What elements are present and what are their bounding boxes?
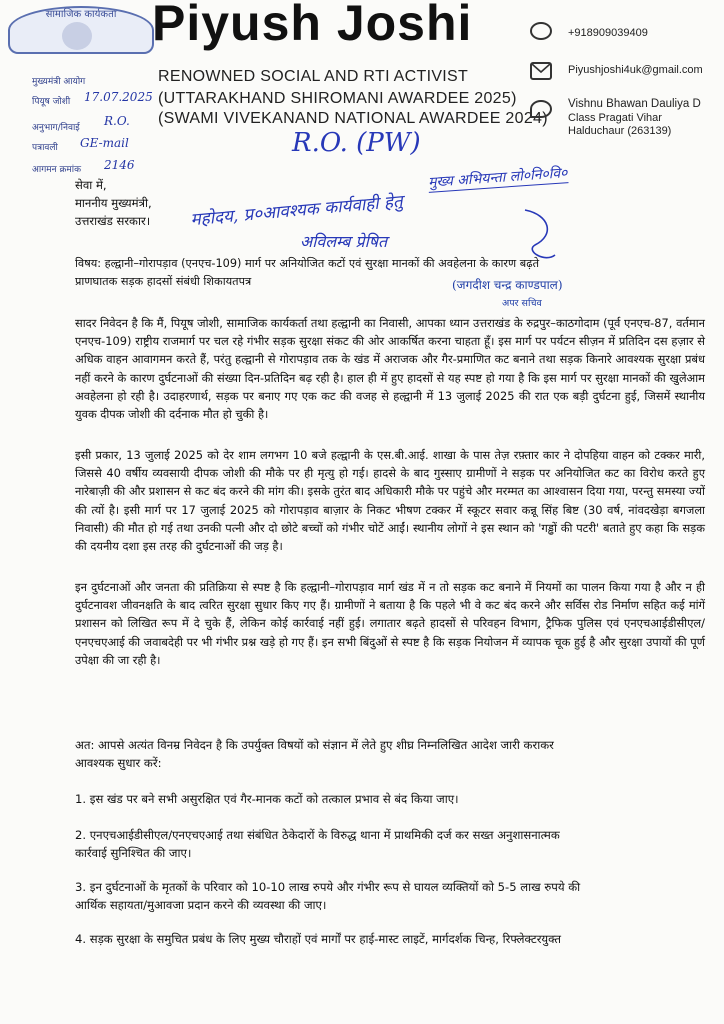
letterhead-name: Piyush Joshi [152,0,473,51]
demand-item-3-line-2: आर्थिक सहायता/मुआवजा प्रदान करने की व्यवस्था की जाए। [75,898,327,912]
envelope-flap [532,64,550,78]
salutation-govt: उत्तराखंड सरकार। [75,214,151,228]
address-line-1: Vishnu Bhawan Dauliya D [568,98,701,110]
tagline-shiromani: (UTTARAKHAND SHIROMANI AWARDEE 2025) [158,90,517,107]
demand-item-4: 4. सड़क सुरक्षा के समुचित प्रबंध के लिए मुख्य चौराहों एवं मार्गों पर हाई-मास्ट लाइटें, मार्गदर्शक चिन्ह, रिफ्लेक्टरयुक्त [75,932,561,946]
handwritten-ro: R.O. (PW) [292,128,421,158]
seal-portrait [62,22,92,50]
stamp-section-label: अनुभाग/निवाई [32,123,80,133]
paragraph-1: सादर निवेदन है कि मैं, पियूष जोशी, सामाजिक कार्यकर्ता तथा हल्द्वानी का निवासी, आपका ध्यान उत्तराखंड के रुद्रपुर–काठगोदाम (पूर्व एनएच-87, वर्तमान एनएच-109) राष्ट्रीय राजमार्ग पर चल रहे गंभीर सड़क सुरक्षा संकट की ओर आकर्षित करना चाहता हूँ। इस मार्ग पर पर्यटन सीज़न में प्रतिदिन दस हज़ार से अधिक वाहन आवागमन करते हैं, परंतु हल्द्वानी से गोरापड़ाव तक के खंड में अराजक और गैर-प्रमाणित कट बनाने तथा सड़क किनारे आवश्यक सुरक्षा प्रबंध नहीं करने के कारण दुर्घटनाओं की संख्या दिन-प्रतिदिन बढ़ रही है। हाल ही में हुए हादसों से यह स्पष्ट हो गया है कि इस मार्ग पर सुरक्षा मानकों की खुलेआम अवहेलना हो रही है। उदाहरणार्थ, सड़क पर बनाए गए एक कट की वजह से हल्द्वानी में 13 जुलाई 2025 की रात एक बड़ी दुर्घटना हुई, जिसमें स्थानीय युवक दीपक जोशी की दर्दनाक मौत हो चुकी है। [75,316,705,422]
phone-icon [530,22,552,40]
paragraph-2: इसी प्रकार, 13 जुलाई 2025 को देर शाम लगभग 10 बजे हल्द्वानी के एस.बी.आई. शाखा के पास तेज़ रफ़्तार कार ने दोपहिया वाहन को टक्कर मारी, जिससे 40 वर्षीय व्यवसायी दीपक जोशी की मौके पर ही मृत्यु हो गई। हादसे के बाद गुस्साए ग्रामीणों ने सड़क पर अनियोजित कट का विरोध करते हुए नारेबाज़ी की और प्रशासन से कट बंद करने की मांग की। इसके तुरंत बाद अधिकारी मौके पर पहुंचे और मरम्मत का आश्वासन दिया गया, परन्तु समस्या ज्यों की त्यों है। इसी मार्ग पर 17 जुलाई 2025 को गोरापड़ाव बाज़ार के निकट भीषण टक्कर में स्कूटर सवार कन्नू सिंह बिष्ट (30 वर्ष, नांवदखेड़ा बगजला निवासी) की मौत हो गई तथा उनकी पत्नी और दो छोटे बच्चों को गंभीर चोटें आईं। स्थानीय लोगों ने इस स्थान को 'गड्ढों की पटरी' बताते हुए कहा कि सड़क की दयनीय दशा इस तरह की दुर्घटनाओं की जड़ है। [75,448,705,554]
signatory-title: अपर सचिव [502,298,542,309]
paragraph-3: इन दुर्घटनाओं और जनता की प्रतिक्रिया से स्पष्ट है कि हल्द्वानी–गोरापड़ाव मार्ग खंड में न तो सड़क कट बनाने में नियमों का पालन किया गया है और न ही दुर्घटनावश जीवनक्षति के बाद त्वरित सुरक्षा सुधार किए गए हैं। ग्रामीणों ने बताया है कि पहले भी वे कट बंद करने और सर्विस रोड निर्माण सहित कई मांगें प्रशासन को लिखित रूप में दे चुके हैं, लेकिन कोई कार्रवाई नहीं हुई। लगातार बढ़ते हादसों से परिवहन विभाग, ट्रैफिक पुलिस एवं एनएचआईडीसीएल/एनएचएआई की जवाबदेही पर भी गंभीर प्रश्न खड़े हो गए हैं। इन सभी बिंदुओं से स्पष्ट है कि सड़क नियोजन में व्यापक चूक हुई है और सुरक्षा उपायों की पूर्ण उपेक्षा की जा रही है। [75,580,705,667]
received-stamp [22,70,162,180]
tagline-activist: RENOWNED SOCIAL AND RTI ACTIVIST [158,68,469,85]
stamp-date-handwritten: 17.07.2025 [84,90,153,104]
stamp-entry-handwritten: 2146 [104,158,135,172]
subject-line-1: विषय: हल्द्वानी–गोरापड़ाव (एनएच-109) मार्ग पर अनियोजित कटों एवं सुरक्षा मानकों की अवहेलना के कारण बढ़ते [75,257,540,270]
logo-seal [8,6,154,54]
handwritten-instruction: महोदय, प्र०आवश्यक कार्यवाही हेतु [189,191,404,231]
location-icon [530,100,552,118]
phone-number: +918909039409 [568,27,648,39]
signatory-name: (जगदीश चन्द्र काण्डपाल) [452,278,563,292]
demand-item-2-line-1: 2. एनएचआईडीसीएल/एनएचएआई तथा संबंधित ठेकेदारों के विरुद्ध थाना में प्राथमिकी दर्ज कर सख्त अनुशासनात्मक [75,828,560,842]
subject-line-2: प्राणघातक सड़क हादसों संबंधी शिकायतपत्र [75,275,252,288]
email-icon [530,62,552,80]
salutation-cm: माननीय मुख्यमंत्री, [75,196,152,210]
handwritten-forward: अविलम्ब प्रेषित [300,232,388,251]
email-address: Piyushjoshi4uk@gmail.com [568,64,703,76]
tagline-vivekanand: (SWAMI VIVEKANAND NATIONAL AWARDEE 2024) [158,110,548,127]
demand-item-2-line-2: कार्रवाई सुनिश्चित की जाए। [75,846,192,860]
request-line-1: अत: आपसे अत्यंत विनम्र निवेदन है कि उपर्युक्त विषयों को संज्ञान में लेते हुए शीघ्र निम्नलिखित आदेश जारी कराकर [75,738,554,752]
demand-item-3-line-1: 3. इन दुर्घटनाओं के मृतकों के परिवार को 10-10 लाख रुपये और गंभीर रूप से घायल व्यक्तियों को 5-5 लाख रुपये की [75,880,581,894]
seal-text: सामाजिक कार्यकर्ता [45,9,117,20]
request-line-2: आवश्यक सुधार करें: [75,756,162,770]
address-line-3: Halduchaur (263139) [568,125,672,137]
stamp-entry-label: आगमन क्रमांक [32,165,82,175]
demand-item-1: 1. इस खंड पर बने सभी असुरक्षित एवं गैर-मानक कटों को तत्काल प्रभाव से बंद किया जाए। [75,792,459,806]
stamp-office-label: मुख्यमंत्री आयोग [32,77,86,87]
stamp-file-handwritten: GE-mail [80,136,129,150]
stamp-section-handwritten: R.O. [104,114,130,128]
handwritten-chief-engineer: मुख्य अभियन्ता लो०नि०वि० [427,165,568,191]
stamp-file-label: पत्रावली [32,143,58,153]
stamp-name-label: पियूष जोशी [32,97,71,107]
address-line-2: Class Pragati Vihar [568,112,662,124]
salutation-seva: सेवा में, [75,178,107,192]
